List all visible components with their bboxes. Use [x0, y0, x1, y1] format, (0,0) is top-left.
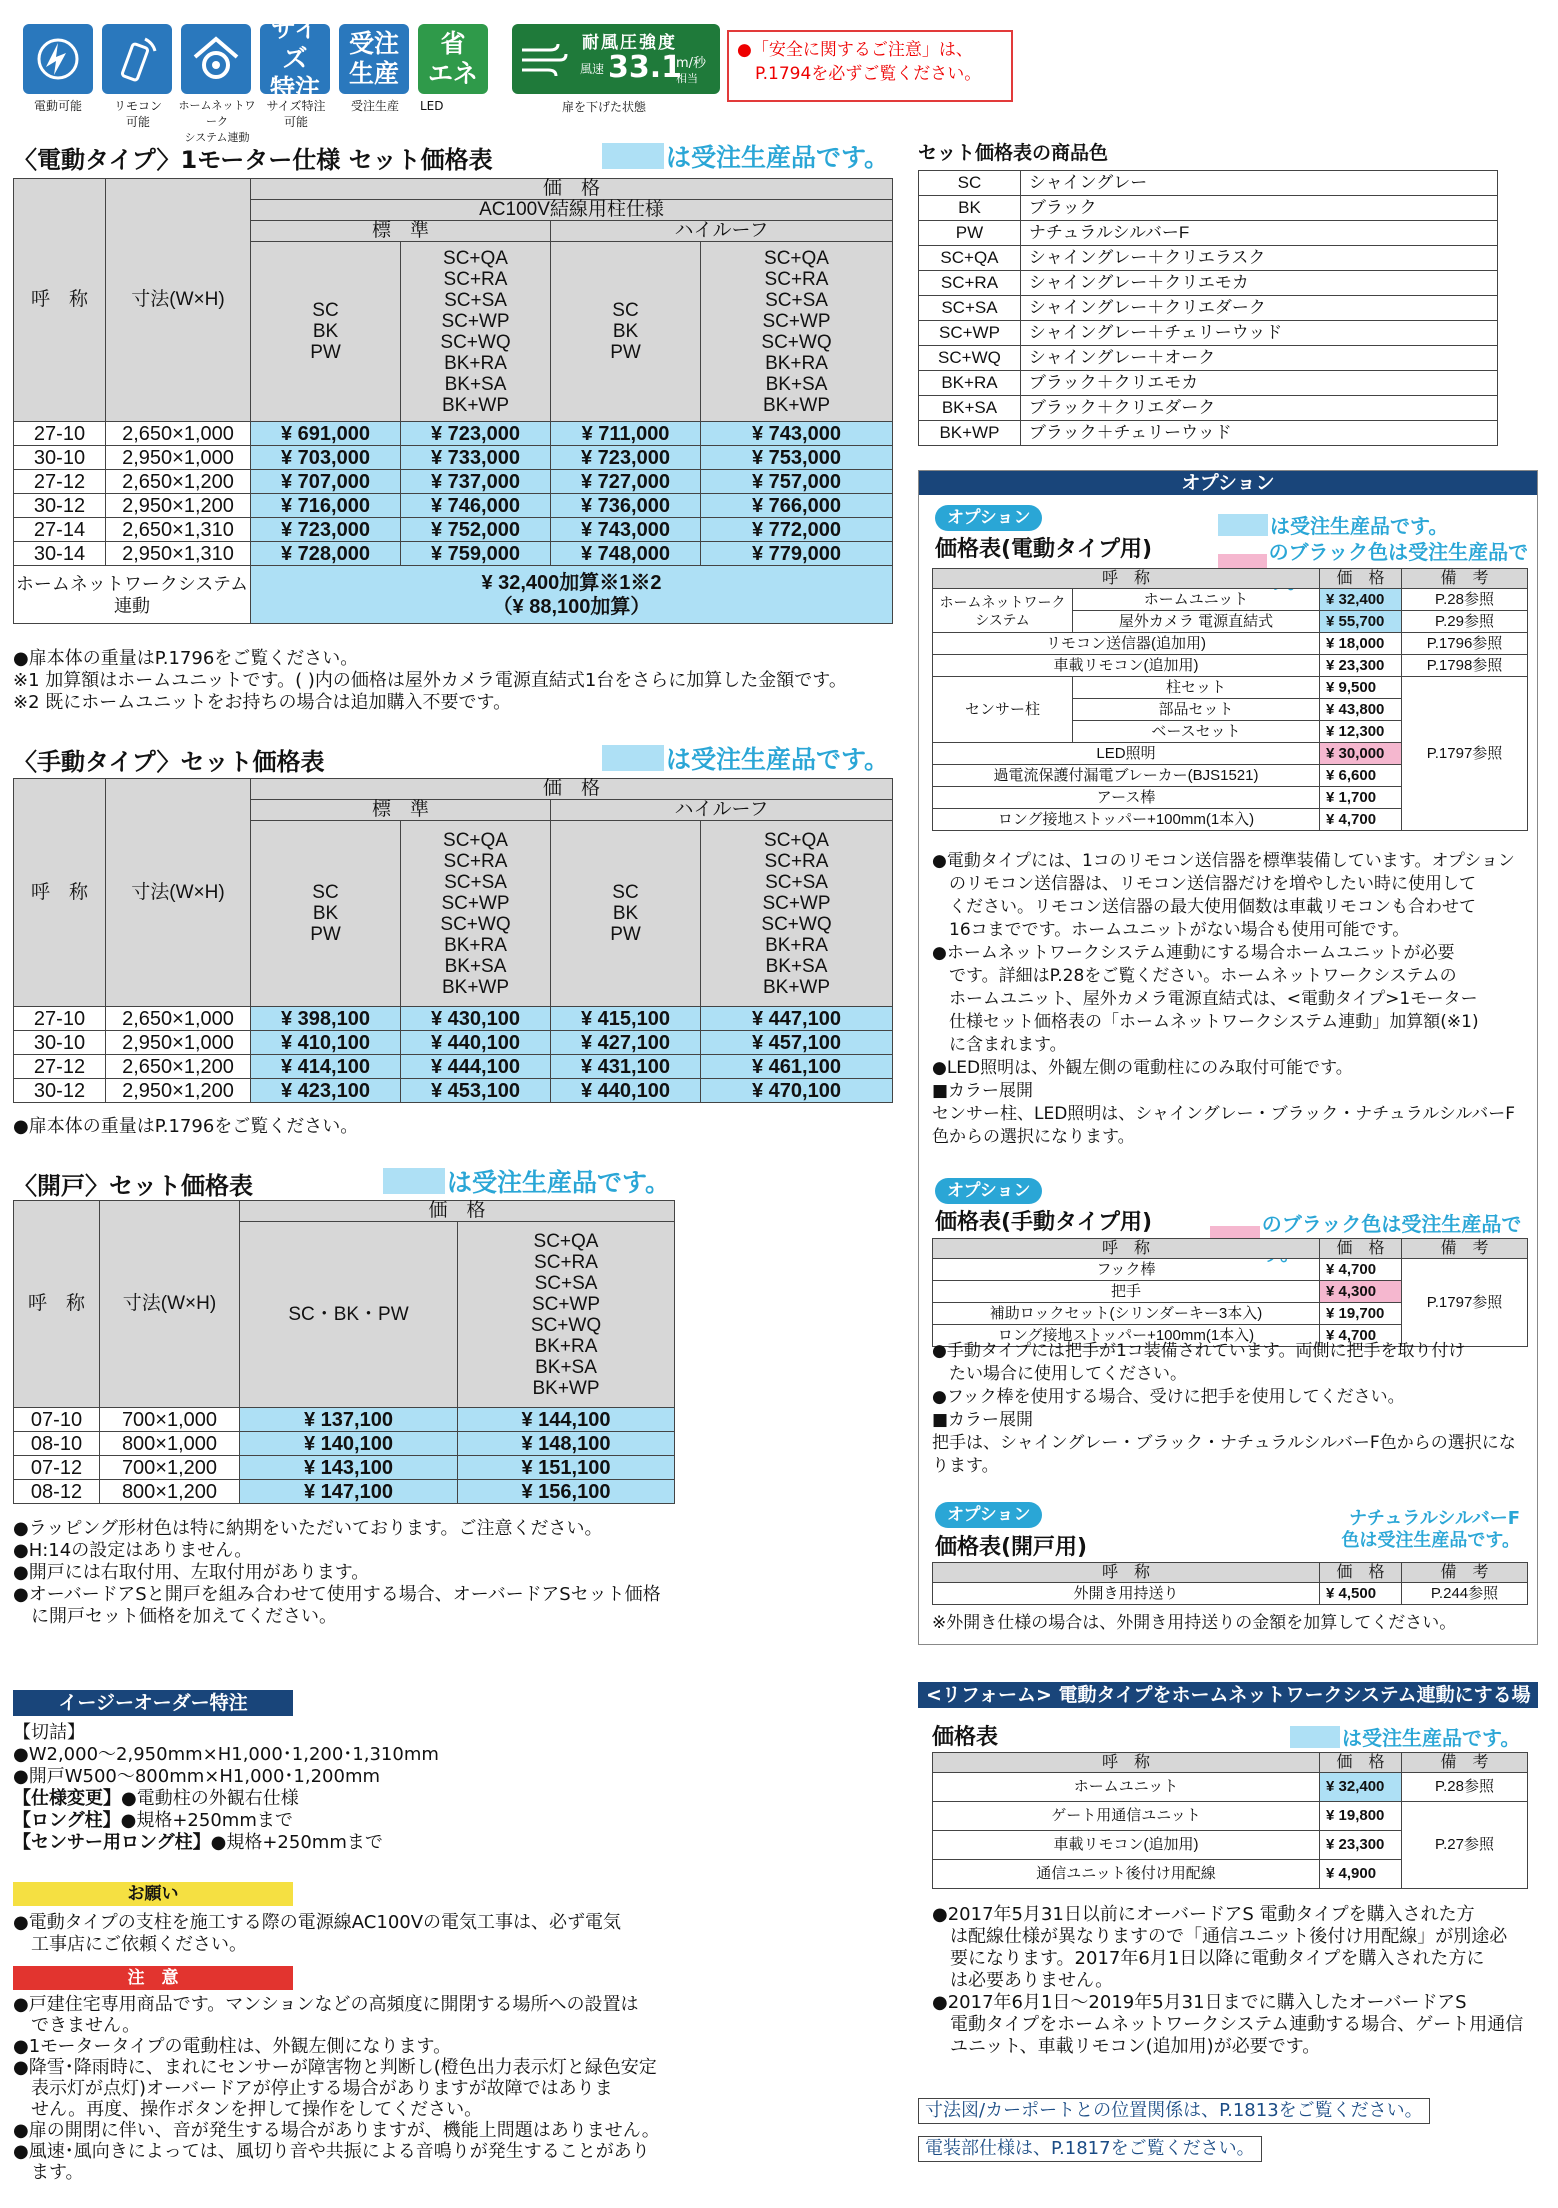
table-row: 30-10 2,950×1,000 ¥ 410,100 ¥ 440,100 ¥ 427,100 ¥ 457,100 [14, 1031, 893, 1055]
table-row: 27-10 2,650×1,000 ¥ 691,000 ¥ 723,000 ¥ 711,000 ¥ 743,000 [14, 422, 893, 446]
easy-order-list: 【切詰】 ●W2,000〜2,950mm×H1,000･1,200･1,310mm ●開戸W500〜800mm×H1,000･1,200mm 【仕様変更】●電動柱の外観右仕様 【ロング柱】●規格+250mmまで 【センサー用ロング柱】●規格+250mmまで [13, 1722, 439, 1853]
option-door-title: 価格表(開戸用) [935, 1535, 1088, 1560]
wind-value: 33.1 [608, 50, 683, 85]
home-network-label: ホームネットワークシステム連動 [14, 566, 251, 624]
option-electric-title: 価格表(電動タイプ用) [935, 537, 1153, 562]
table-row: 27-12 2,650×1,200 ¥ 414,100 ¥ 444,100 ¥ 431,100 ¥ 461,100 [14, 1055, 893, 1079]
electric-notes: ●扉本体の重量はP.1796をご覧ください。 ※1 加算額はホームユニットです。( )内の価格は屋外カメラ電源直結式1台をさらに加算した金額です。 ※2 既にホームユニットをお持ちの場合は追加購入不要です。 [13, 648, 847, 713]
table-row: 30-10 2,950×1,000 ¥ 703,000 ¥ 733,000 ¥ 723,000 ¥ 753,000 [14, 446, 893, 470]
wind-resistance-badge [512, 24, 720, 94]
option-manual-table: 呼 称 価 格 備 考 フック棒 ¥ 4,700 P.1797参照 把手 ¥ 4,300 補助ロックセット(シリンダーキー3本入) ¥ 19,700 ロング接地ストッパー+100mm(1本入) ¥ 4,700 [932, 1238, 1528, 1347]
icon-caption: LED [420, 99, 444, 113]
easy-order-head: イージーオーダー特注 [13, 1690, 293, 1716]
table-row: 08-12 800×1,200 ¥ 147,100 ¥ 156,100 [14, 1480, 675, 1504]
wind-title: 耐風圧強度 [582, 33, 677, 53]
wind-prefix: 風速 [580, 62, 605, 76]
color-row: BK ブラック [919, 196, 1498, 221]
made-to-order-legend: は受注生産品です。 [602, 740, 889, 776]
reform-title: 価格表 [932, 1725, 999, 1750]
reform-table: 呼 称 価 格 備 考 ホームユニット ¥ 32,400 P.28参照 ゲート用通信ユニット ¥ 19,800 P.27参照 車載リモコン(追加用) ¥ 23,300 通信ユニット後付け用配線 ¥ 4,900 [932, 1752, 1528, 1889]
black-made-to-order-legend: のブラック色は受注生産品で [1210, 1208, 1558, 1266]
wind-suffix: 相当 [676, 72, 698, 85]
option-electric-notes: ●電動タイプには、1コのリモコン送信器を標準装備しています。オプション のリモコン送信器は、リモコン送信器だけを増やしたい時に使用して ください。リモコン送信器の最大使用個数は車載リモコンも合わせて 16コまでです。ホームユニットがない場合も使用可能です。 ●ホームネットワークシステム連動にする場合ホームユニットが必要 です。詳細はP.28をご覧ください。ホームネットワークシステムの ホームユニット、屋外カメラ電源直結式は、<電動タイプ>1モーター 仕様セット価格表の「ホームネットワークシステム連動」加算額(※1) に含まれます。 ●LED照明は、外観左側の電動柱にのみ取付可能です。 ■カラー展開 センサー柱、LED照明は、シャイングレー・ブラック・ナチュラルシルバーF 色からの選択になります。 [932, 851, 1515, 1147]
door-notes: ●ラッピング形材色は特に納期をいただいております。ご注意ください。 ●H:14の設定はありません。 ●開戸には右取付用、左取付用があります。 ●オーバードアSと開戸を組み合わせて使用する場合、オーバードアSセット価格 に開戸セット価格を加えてください。 [13, 1518, 661, 1627]
option-door-note: ※外開き仕様の場合は、外開き用持送りの金額を加算してください。 [932, 1613, 1457, 1633]
caution-notes: ●戸建住宅専用商品です。マンションなどの高頻度に開閉する場所への設置は できません。 ●1モータータイプの電動柱は、外観左側になります。 ●降雪･降雨時に、まれにセンサーが障害物と判断し(橙色出力表示灯と緑色安定 表示灯が点灯)オーバードアが停止する場合がありますが故障ではありま せん。再度、操作ボタンを押して操作をしてください。 ●扉の開閉に伴い、音が発生する場合がありますが、機能上問題はありません。 ●風速･風向きによっては、風切り音や共振による音鳴りが発生することがあり ます。 [13, 1994, 660, 2183]
door-price-table: 呼 称 寸法(W×H) 価 格 SC・BK・PW SC+QA SC+RA SC+SA SC+WP SC+WQ BK+RA BK+SA BK+WP 07-10 700×1,000 ¥ 137,100 ¥ 144,100 08-10 800×1,000 ¥ 140,100 ¥ 148,100 07-12 700×1,200 ¥ 143,100 ¥ 151,100 08-12 800×1,200 ¥ 147,100 ¥ 156,100 [13, 1200, 675, 1504]
color-row: SC シャイングレー [919, 171, 1498, 196]
black-made-to-order-legend: のブラック色は受注生産品で [1218, 536, 1558, 594]
colors-title: セット価格表の商品色 [918, 142, 1109, 164]
manual-note: ●扉本体の重量はP.1796をご覧ください。 [13, 1116, 359, 1137]
table-row: 30-12 2,950×1,200 ¥ 423,100 ¥ 453,100 ¥ 440,100 ¥ 470,100 [14, 1079, 893, 1103]
manual-title: 〈手動タイプ〉セット価格表 [13, 748, 325, 776]
table-row: 08-10 800×1,000 ¥ 140,100 ¥ 148,100 [14, 1432, 675, 1456]
icon-caption: サイズ特注 可能 [266, 99, 326, 129]
color-table [918, 170, 1498, 446]
option-door-table: 呼 称 価 格 備 考 外開き用持送り ¥ 4,500 P.244参照 [932, 1562, 1528, 1605]
dimension-reference-link[interactable]: 寸法図/カーポートとの位置関係は、P.1813をご覧ください。 [918, 2098, 1430, 2124]
table-row: 27-14 2,650×1,310 ¥ 723,000 ¥ 752,000 ¥ 743,000 ¥ 772,000 [14, 518, 893, 542]
table-row: 30-12 2,950×1,200 ¥ 716,000 ¥ 746,000 ¥ 736,000 ¥ 766,000 [14, 494, 893, 518]
electric-title: 〈電動タイプ〉1モーター仕様 セット価格表 [13, 146, 493, 174]
electric-icon [23, 24, 93, 94]
color-row: SC+RA シャイングレー＋クリエモカ [919, 271, 1498, 296]
option-head: オプション [919, 471, 1537, 495]
remote-icon [102, 24, 172, 94]
reform-head: <リフォーム> 電動タイプをホームネットワークシステム連動にする場合 [918, 1682, 1538, 1708]
option-manual-notes: ●手動タイプには把手が1コ装備されています。両側に把手を取り付け たい場合に使用してください。 ●フック棒を使用する場合、受けに把手を使用してください。 ■カラー展開 把手は、シャイングレー・ブラック・ナチュラルシルバーF色からの選択にな ります。 [932, 1341, 1516, 1476]
request-bar: お願い [13, 1882, 293, 1906]
manual-price-table: 呼 称 寸法(W×H) 価 格 標 準 ハイルーフ SC BK PW SC+QA SC+RA SC+SA SC+WP SC+WQ BK+RA BK+SA BK+WP SC BK PW SC+QA SC+RA SC+SA SC+WP SC+WQ BK+RA BK+SA BK+WP 27-10 2,650×1,000 ¥ 398,100 ¥ 430,100 ¥ 415,100 ¥ 447,100 30-10 2,950×1,000 ¥ 410,100 ¥ 440,100 ¥ 427,100 ¥ 457,100 27-12 2,650×1,200 ¥ 414,100 ¥ 444,100 ¥ 431,100 ¥ 461,100 30-12 2,950×1,200 ¥ 423,100 ¥ 453,100 ¥ 440,100 ¥ 470,100 [13, 778, 893, 1103]
made-to-order-icon: 受注 生産 [339, 24, 409, 94]
color-row: BK+SA ブラック＋クリエダーク [919, 396, 1498, 421]
door-title: 〈開戸〉セット価格表 [13, 1172, 253, 1200]
color-row: PW ナチュラルシルバーF [919, 221, 1498, 246]
electric-price-table: 呼 称 寸法(W×H) 価 格 AC100V結線用柱仕様 標 準 ハイルーフ SC BK PW SC+QA SC+RA SC+SA SC+WP SC+WQ BK+RA BK+SA BK+WP SC BK PW SC+QA SC+RA SC+SA SC+WP SC+WQ BK+RA BK+SA BK+WP 27-10 2,650×1,000 ¥ 691,000 ¥ 723,000 ¥ 711,000 ¥ 743,000 30-10 2,950×1,000 ¥ 703,000 ¥ 733,000 ¥ 723,000 ¥ 753,000 27-12 2,650×1,200 ¥ 707,000 ¥ 737,000 ¥ 727,000 ¥ 757,000 30-12 2,950×1,200 ¥ 716,000 ¥ 746,000 ¥ 736,000 ¥ 766,000 27-14 2,650×1,310 ¥ 723,000 ¥ 752,000 ¥ 743,000 ¥ 772,000 30-14 2,950×1,310 ¥ 728,000 ¥ 759,000 ¥ 748,000 ¥ 779,000 ホームネットワークシステム連動 ¥ 32,400加算※1※2 （¥ 88,100加算） [13, 178, 893, 624]
natural-silver-legend: ナチュラルシルバーF 色は受注生産品です。 [1341, 1508, 1520, 1551]
option-electric-table: 呼 称 価 格 備 考 ホームネットワーク システム ホームユニット ¥ 32,400 P.28参照 屋外カメラ 電源直結式 ¥ 55,700 P.29参照 リモコン送信器(追加用) ¥ 18,000 P.1796参照 車載リモコン(追加用) ¥ 23,300 P.1798参照 センサー柱 柱セット ¥ 9,500 P.1797参照 部品セット ¥ 43,800 ベースセット ¥ 12,300 LED照明 ¥ 30,000 過電流保護付漏電ブレーカー(BJS1521) ¥ 6,600 アース棒 ¥ 1,700 ロング接地ストッパー+100mm(1本入) ¥ 4,700 [932, 568, 1528, 831]
icon-caption: リモコン 可能 [113, 99, 162, 129]
table-row: 07-10 700×1,000 ¥ 137,100 ¥ 144,100 [14, 1408, 675, 1432]
option-tag: オプション [935, 1502, 1042, 1528]
reform-notes: ●2017年5月31日以前にオーバードアS 電動タイプを購入された方 は配線仕様が異なりますので「通信ユニット後付け用配線」が別途必 要になります。2017年6月1日以降に電動タイプを購入された方に は必要ありません。 ●2017年6月1日〜2019年5月31日までに購入したオーバードアS 電動タイプをホームネットワークシステム連動する場合、ゲート用通信 ユニット、車載リモコン(追加用)が必要です。 [932, 1904, 1524, 2057]
wind-unit: m/秒 [676, 56, 707, 71]
table-row: 30-14 2,950×1,310 ¥ 728,000 ¥ 759,000 ¥ 748,000 ¥ 779,000 [14, 542, 893, 566]
option-tag: オプション [935, 505, 1042, 531]
table-row: 27-12 2,650×1,200 ¥ 707,000 ¥ 737,000 ¥ 727,000 ¥ 757,000 [14, 470, 893, 494]
table-row: 07-12 700×1,200 ¥ 143,100 ¥ 151,100 [14, 1456, 675, 1480]
made-to-order-legend: は受注生産品です。 [1218, 510, 1448, 539]
request-notes: ●電動タイプの支柱を施工する際の電源線AC100Vの電気工事は、必ず電気 工事店にご依頼ください。 [13, 1912, 622, 1955]
energy-saving-icon: 省 エネ [418, 24, 488, 94]
icon-caption: 電動可能 [33, 99, 82, 113]
home-network-icon [181, 24, 251, 94]
made-to-order-legend: は受注生産品です。 [1290, 1722, 1520, 1751]
made-to-order-legend: は受注生産品です。 [383, 1163, 670, 1199]
wind-icon [518, 40, 568, 80]
electrical-reference-link[interactable]: 電装部仕様は、P.1817をご覧ください。 [918, 2136, 1262, 2162]
wind-caption: 扉を下げた状態 [562, 100, 647, 114]
caution-bar: 注 意 [13, 1966, 293, 1990]
option-manual-title: 価格表(手動タイプ用) [935, 1210, 1153, 1235]
color-row: SC+QA シャイングレー＋クリエラスク [919, 246, 1498, 271]
icon-caption: 受注生産 [350, 99, 399, 113]
color-row: SC+WQ シャイングレー＋オーク [919, 346, 1498, 371]
color-row: SC+WP シャイングレー＋チェリーウッド [919, 321, 1498, 346]
table-row: 27-10 2,650×1,000 ¥ 398,100 ¥ 430,100 ¥ 415,100 ¥ 447,100 [14, 1007, 893, 1031]
color-row: SC+SA シャイングレー＋クリエダーク [919, 296, 1498, 321]
safety-notice: ●「安全に関するご注意」は、 P.1794を必ずご覧ください。 [727, 30, 1013, 102]
option-tag: オプション [935, 1178, 1042, 1204]
color-row: BK+WP ブラック＋チェリーウッド [919, 421, 1498, 446]
icon-caption: ホームネットワーク システム連動 [178, 99, 256, 144]
color-row: BK+RA ブラック＋クリエモカ [919, 371, 1498, 396]
size-special-icon: サイズ 特注 [260, 24, 330, 94]
made-to-order-legend: は受注生産品です。 [602, 138, 889, 174]
